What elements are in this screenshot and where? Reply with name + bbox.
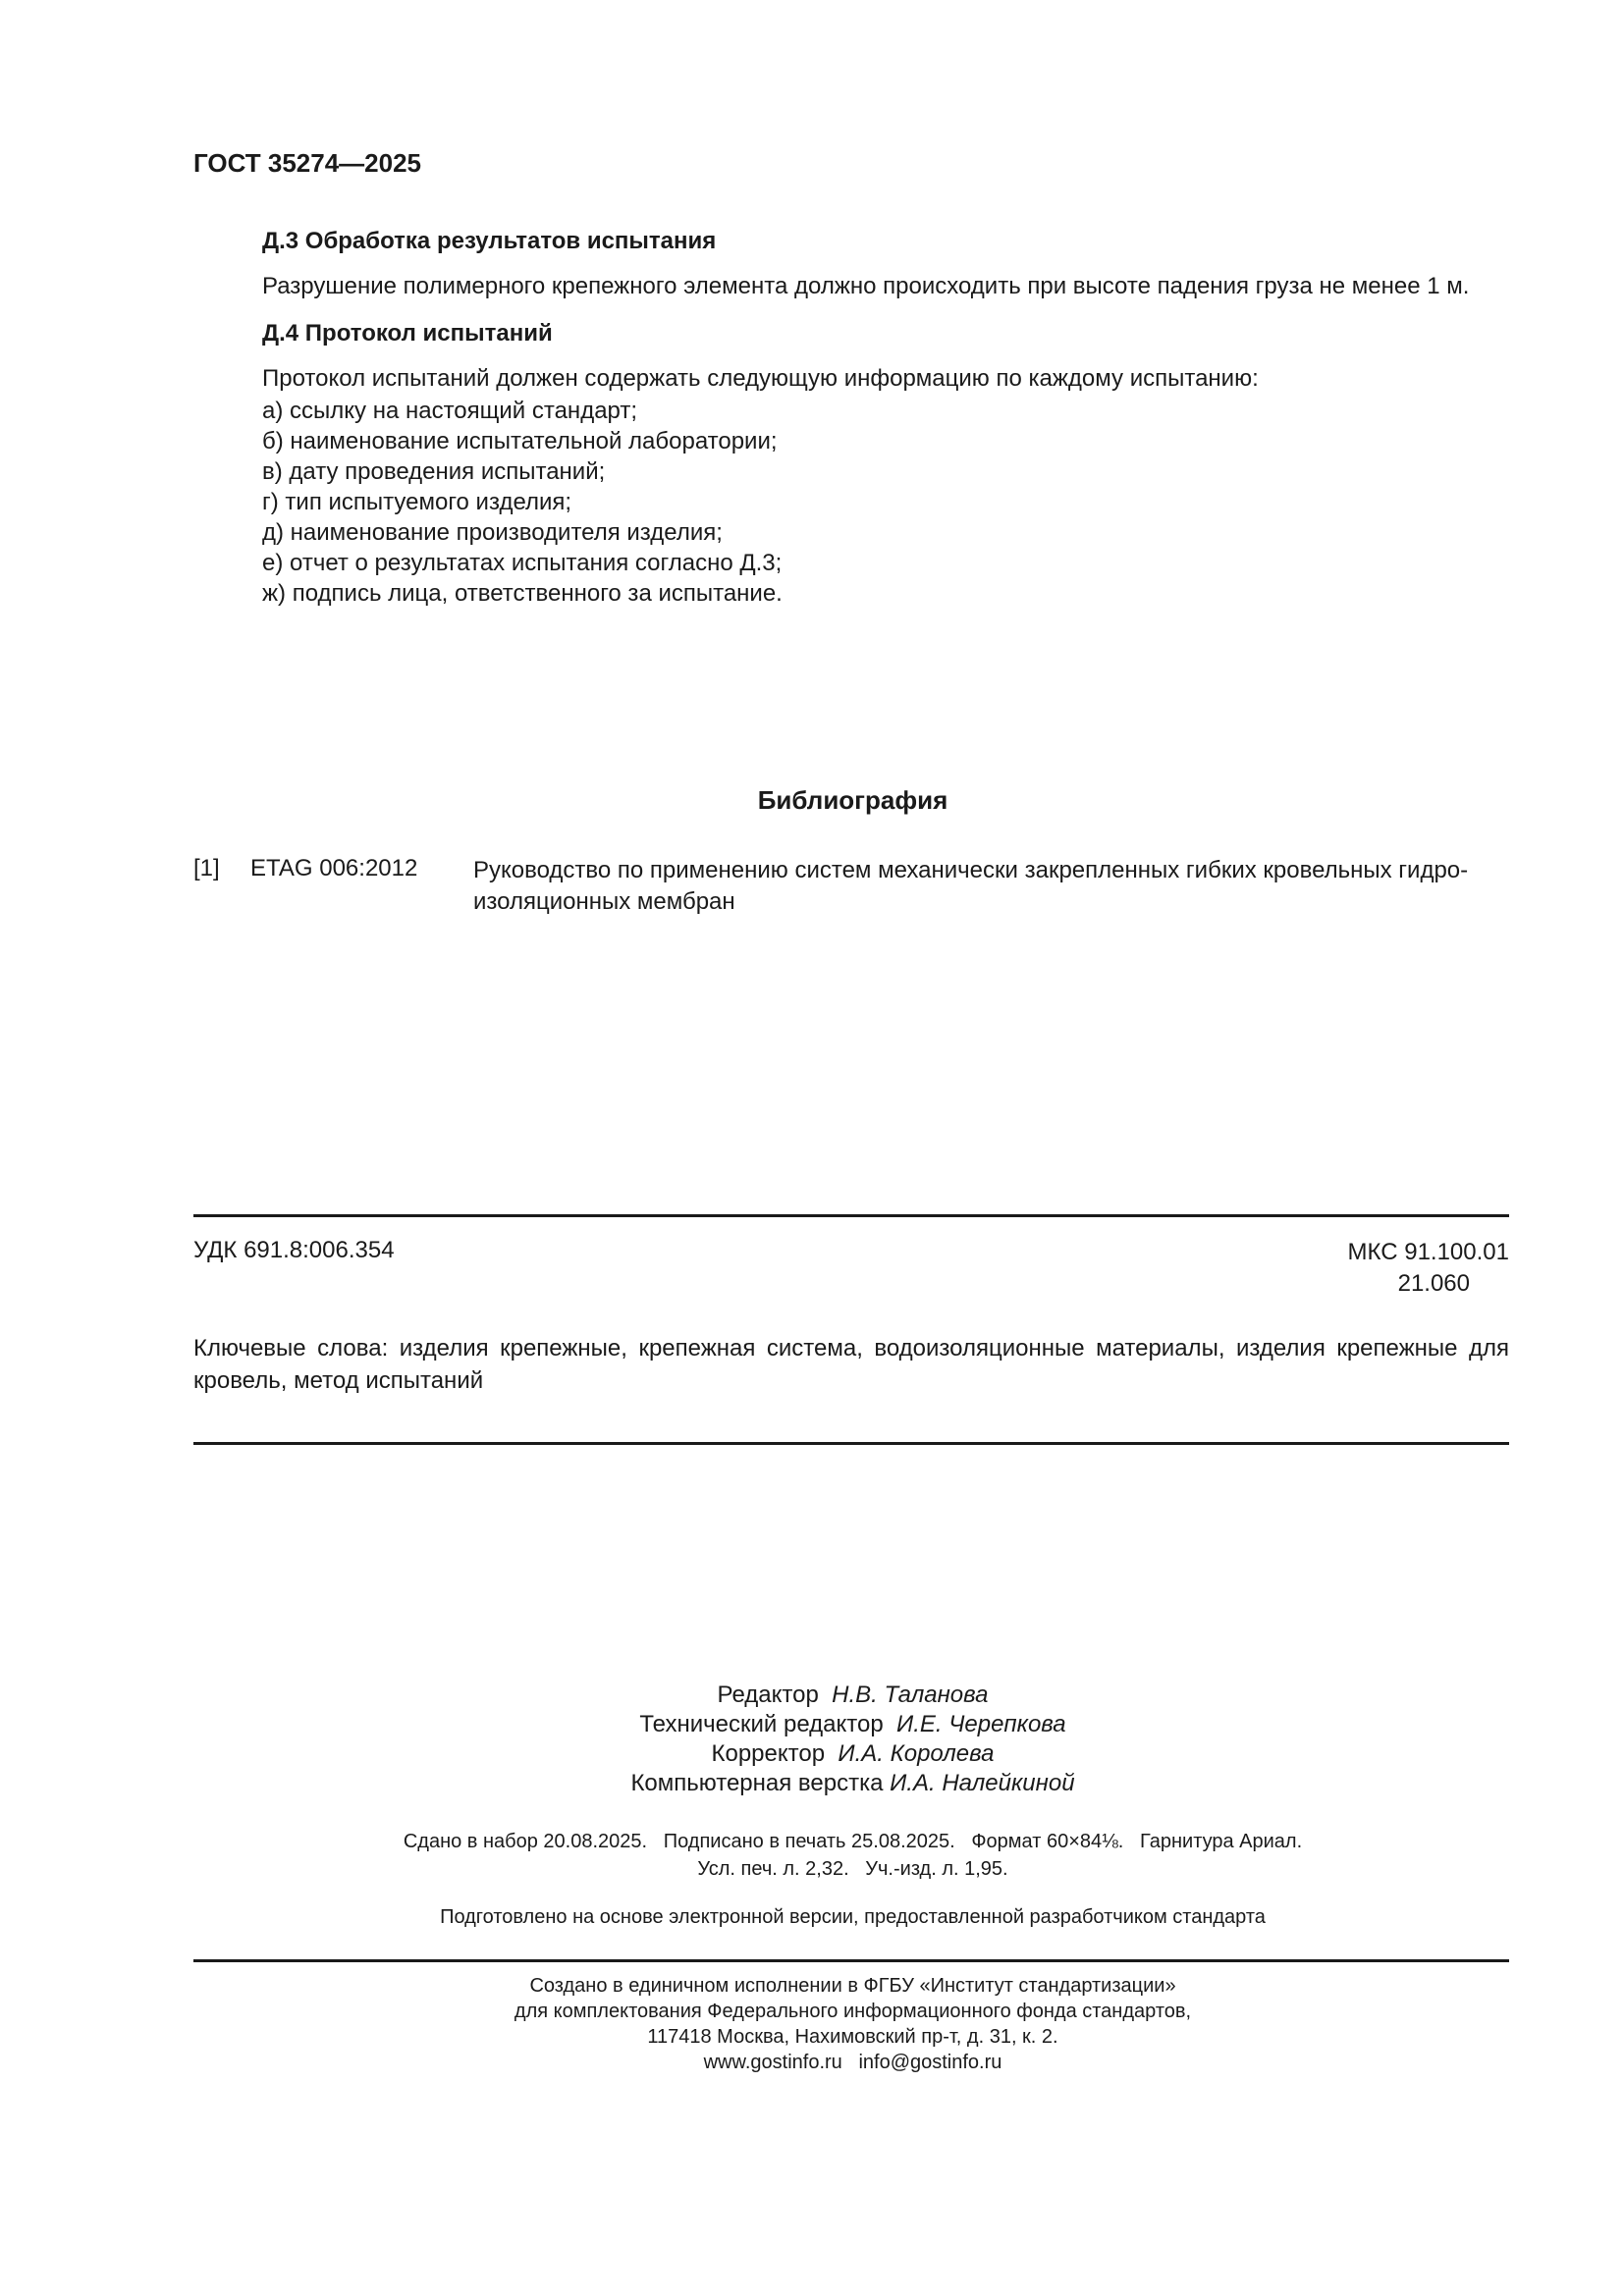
website-link[interactable]: www.gostinfo.ru <box>703 2052 842 2073</box>
list-item: ж) подпись лица, ответственного за испытание. <box>262 580 783 607</box>
keywords: Ключевые слова: изделия крепежные, крепежная система, водоизоляционные материалы, изделия крепежные для кровель, метод испытаний <box>193 1335 1509 1394</box>
bibliography-ref-number: [1] <box>193 855 220 881</box>
protocol-requirements-list <box>262 396 783 609</box>
section-d3-title: Д.3 Обработка результатов испытания <box>262 228 717 254</box>
tech-editor-name: И.Е. Черепкова <box>896 1711 1066 1737</box>
editor-line: Редактор Н.В. Таланова <box>717 1682 989 1708</box>
section-d4-title: Д.4 Протокол испытаний <box>262 320 553 347</box>
divider-top <box>193 1214 1509 1217</box>
udk-code: УДК 691.8:006.354 <box>193 1237 395 1263</box>
mks-code-secondary: 21.060 <box>1397 1270 1470 1297</box>
mks-code-primary: МКС 91.100.01 <box>1347 1239 1509 1265</box>
mks-codes <box>1227 1237 1509 1300</box>
section-d3-text: Разрушение полимерного крепежного элемента должно происходить при высоте падения груза не менее 1 м. <box>262 273 1470 299</box>
document-header: ГОСТ 35274—2025 <box>193 148 421 178</box>
corrector-name: И.А. Королева <box>838 1740 995 1767</box>
tech-editor-line: Технический редактор И.Е. Черепкова <box>639 1711 1066 1737</box>
layout-line: Компьютерная верстка И.А. Налейкиной <box>630 1770 1075 1796</box>
divider-keywords <box>193 1442 1509 1445</box>
print-info-line-1: Сдано в набор 20.08.2025. Подписано в печать 25.08.2025. Формат 60×84⅛. Гарнитура Ариал. <box>403 1831 1303 1852</box>
print-info-line-2: Усл. печ. л. 2,32. Уч.-изд. л. 1,95. <box>697 1858 1008 1880</box>
publisher-line-1: Создано в единичном исполнении в ФГБУ «Институт стандартизации» <box>529 1975 1176 1997</box>
publisher-address: 117418 Москва, Нахимовский пр-т, д. 31, к. 2. <box>647 2026 1058 2048</box>
list-item: в) дату проведения испытаний; <box>262 458 606 485</box>
staff-credits <box>0 1681 1624 1798</box>
print-info <box>0 1828 1624 1883</box>
publisher-info <box>0 1973 1624 2075</box>
prepared-note: Подготовлено на основе электронной версии, предоставленной разработчиком стандарта <box>440 1906 1266 1928</box>
email-link[interactable]: info@gostinfo.ru <box>858 2052 1002 2073</box>
bibliography-ref-code: ETAG 006:2012 <box>250 855 418 881</box>
list-item: а) ссылку на настоящий стандарт; <box>262 398 638 424</box>
editor-name: Н.В. Таланова <box>832 1682 989 1708</box>
corrector-line: Корректор И.А. Королева <box>711 1740 995 1767</box>
publisher-contacts <box>0 2050 1624 2075</box>
layout-name: И.А. Налейкиной <box>890 1770 1075 1796</box>
divider-bottom <box>193 1959 1509 1962</box>
bibliography-title: Библиография <box>757 785 948 815</box>
list-item: г) тип испытуемого изделия; <box>262 489 572 515</box>
section-d4-intro: Протокол испытаний должен содержать следующую информацию по каждому испытанию: <box>262 365 1259 392</box>
list-item: е) отчет о результатах испытания согласно Д.3; <box>262 550 783 576</box>
list-item: б) наименование испытательной лаборатории; <box>262 428 778 454</box>
list-item: д) наименование производителя изделия; <box>262 519 723 546</box>
bibliography-ref-text: Руководство по применению систем механически закрепленных гибких кровельных гидро-изоляционных мембран <box>473 857 1469 915</box>
publisher-line-2: для комплектования Федерального информационного фонда стандартов, <box>514 2001 1192 2022</box>
